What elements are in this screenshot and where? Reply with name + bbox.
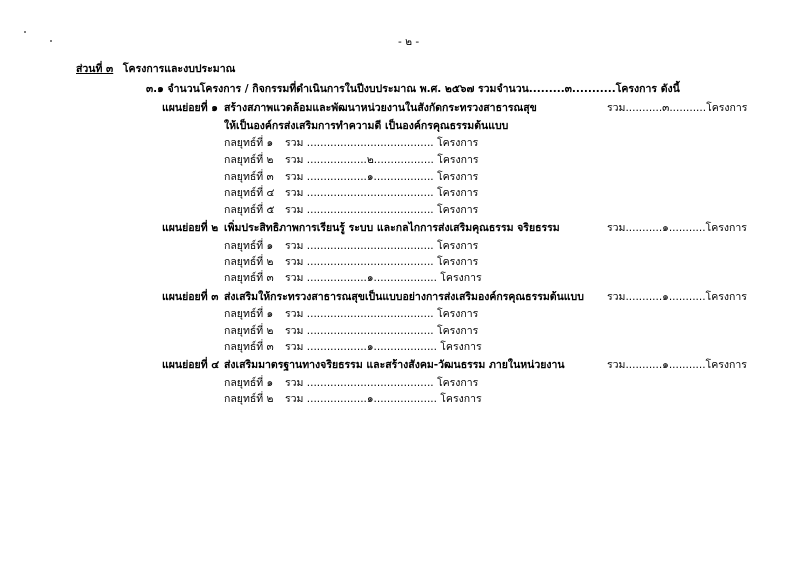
plan-title: ส่งเสริมมาตรฐานทางจริยธรรม และสร้างสังคม-วัฒนธรรม ภายในหน่วยงาน	[224, 359, 565, 371]
strategy-label: กลยุทธ์ที่ ๑	[224, 308, 274, 320]
plan-label: แผนย่อยที่ ๓	[162, 291, 219, 303]
plan-title: ให้เป็นองค์กรส่งเสริมการทำความดี เป็นองค์กรคุณธรรมต้นแบบ	[224, 120, 509, 132]
strategy-label: กลยุทธ์ที่ ๑	[224, 377, 274, 389]
section-heading	[76, 64, 235, 75]
strategy-count: รวม ...................................... โครงการ	[285, 204, 479, 216]
strategy-count: รวม ..................๑................... โครงการ	[285, 272, 482, 284]
strategy-count: รวม ...................................... โครงการ	[285, 256, 479, 268]
strategy-label: กลยุทธ์ที่ ๒	[224, 256, 274, 268]
scan-speck	[50, 40, 52, 42]
summary-count: ๓	[564, 83, 572, 95]
summary-prefix: ๓.๑ จำนวนโครงการ / กิจกรรมที่ดำเนินการในปีงบประมาณ พ.ศ. ๒๕๖๗ รวมจำนวน.........	[146, 83, 565, 95]
section-number: ส่วนที่ ๓	[76, 63, 114, 75]
plan-total: รวม...........๑...........โครงการ	[607, 359, 747, 371]
plan-total: รวม...........๑...........โครงการ	[607, 222, 747, 234]
strategy-label: กลยุทธ์ที่ ๒	[224, 393, 274, 405]
strategy-count: รวม ..................๒.................. โครงการ	[285, 154, 479, 166]
strategy-count: รวม ..................๑................... โครงการ	[285, 341, 482, 353]
strategy-label: กลยุทธ์ที่ ๓	[224, 272, 274, 284]
strategy-label: กลยุทธ์ที่ ๔	[224, 187, 275, 199]
strategy-count: รวม ...................................... โครงการ	[285, 308, 479, 320]
plan-label: แผนย่อยที่ ๒	[162, 222, 219, 234]
plan-label: แผนย่อยที่ ๑	[162, 102, 218, 114]
strategy-count: รวม ...................................... โครงการ	[285, 325, 479, 337]
strategy-count: รวม ..................๑................... โครงการ	[285, 393, 482, 405]
plan-total: รวม...........๑...........โครงการ	[607, 291, 747, 303]
strategy-label: กลยุทธ์ที่ ๓	[224, 171, 274, 183]
plan-title: ส่งเสริมให้กระทรวงสาธารณสุขเป็นแบบอย่างการส่งเสริมองค์กรคุณธรรมต้นแบบ	[224, 291, 584, 303]
strategy-label: กลยุทธ์ที่ ๓	[224, 341, 274, 353]
summary-line	[146, 84, 680, 95]
strategy-count: รวม ...................................... โครงการ	[285, 377, 479, 389]
page-number: - ๒ -	[398, 36, 420, 48]
strategy-count: รวม ...................................... โครงการ	[285, 240, 479, 252]
strategy-label: กลยุทธ์ที่ ๒	[224, 154, 274, 166]
plan-title: สร้างสภาพแวดล้อมและพัฒนาหน่วยงานในสังกัดกระทรวงสาธารณสุข	[224, 102, 537, 114]
scan-speck	[24, 31, 26, 33]
strategy-label: กลยุทธ์ที่ ๒	[224, 325, 274, 337]
summary-suffix: ...........โครงการ ดังนี้	[571, 83, 680, 95]
strategy-count: รวม ..................๑.................. โครงการ	[285, 171, 479, 183]
section-title: โครงการและงบประมาณ	[122, 63, 236, 75]
strategy-count: รวม ...................................... โครงการ	[285, 187, 479, 199]
plan-label: แผนย่อยที่ ๔	[162, 359, 220, 371]
plan-total: รวม...........๓...........โครงการ	[607, 102, 748, 114]
plan-title: เพิ่มประสิทธิภาพการเรียนรู้ ระบบ และกลไกการส่งเสริมคุณธรรม จริยธรรม	[224, 222, 560, 234]
strategy-count: รวม ...................................... โครงการ	[285, 137, 479, 149]
strategy-label: กลยุทธ์ที่ ๑	[224, 137, 274, 149]
strategy-label: กลยุทธ์ที่ ๑	[224, 240, 274, 252]
strategy-label: กลยุทธ์ที่ ๕	[224, 204, 275, 216]
